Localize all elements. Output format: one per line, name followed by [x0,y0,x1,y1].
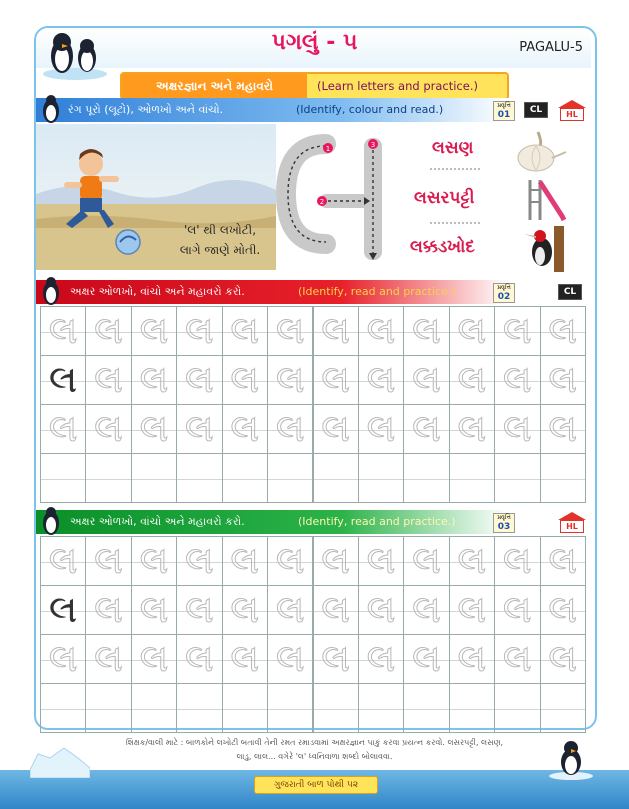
tracing-cell[interactable] [222,355,268,405]
tracing-cell[interactable] [449,306,495,356]
tracing-cell[interactable] [131,355,177,405]
trace-letter: લ [48,539,78,583]
section-subtitle [120,72,509,100]
activity2-instruction: અક્ષર ઓળખો, વાંચો અને મહાવરો કરો. [70,285,245,298]
tracing-cell[interactable] [494,683,540,733]
badge-number: 02 [497,292,511,302]
activity1-badge [493,101,515,121]
tracing-cell[interactable] [267,683,313,733]
page-code: PAGALU-5 [519,40,583,55]
trace-letter: લ [185,588,214,632]
teacher-note-line-2: લાડુ, લાલ... વગેરે 'લ' ધ્વનિવાળા શબ્દો બોલાવવા. [236,752,393,761]
tracing-cell[interactable] [267,306,313,356]
trace-letter: લ [185,358,214,402]
trace-letter: લ [321,407,351,451]
trace-letter: લ [457,637,487,681]
trace-letter: લ [412,539,441,583]
tracing-cell[interactable] [540,683,586,733]
trace-letter: લ [139,358,169,402]
trace-letter: લ [412,588,441,632]
trace-letter: લ [548,358,578,402]
tracing-cell[interactable] [176,585,222,635]
practice-grid-2 [40,306,585,502]
trace-letter: લ [366,309,396,353]
tracing-cell[interactable] [449,634,495,684]
tracing-cell[interactable] [358,585,404,635]
tracing-cell[interactable] [40,536,86,586]
tracing-cell[interactable] [40,585,86,635]
tracing-cell[interactable] [494,404,540,454]
stroke-number-2: 2 [319,198,325,206]
trace-letter: લ [139,588,169,632]
trace-letter: લ [230,358,260,402]
trace-letter: લ [321,539,351,583]
trace-letter: લ [230,407,260,451]
tracing-cell[interactable] [267,404,313,454]
trace-letter: લ [366,637,396,681]
tracing-cell[interactable] [267,536,313,586]
tracing-cell[interactable] [540,453,586,503]
subtitle-gujarati: અક્ષરજ્ઞાન અને મહાવરો [122,74,307,98]
trace-letter: લ [366,358,396,402]
trace-letter: લ [502,358,532,402]
tracing-cell[interactable] [267,585,313,635]
trace-letter: લ [548,309,578,353]
trace-letter: લ [412,637,441,681]
activity3-english: (Identify, read and practice.) [298,515,456,528]
tracing-cell[interactable] [403,585,449,635]
activity1-bar [36,98,591,122]
rhyme-line-2: લાગે જાણે મોતી. [179,243,261,257]
activity2-bar [36,280,591,304]
tracing-cell[interactable] [85,453,131,503]
tracing-cell[interactable] [358,404,404,454]
trace-letter: લ [502,588,532,632]
trace-letter: લ [366,588,396,632]
tracing-cell[interactable] [222,634,268,684]
trace-letter: લ [275,588,305,632]
badge-label: પ્રવૃત્તિ [497,284,511,291]
subtitle-english: (Learn letters and practice.) [317,79,478,93]
tracing-cell[interactable] [176,683,222,733]
trace-letter: લ [139,309,169,353]
ice-floe-icon [30,744,90,778]
tracing-cell[interactable] [494,536,540,586]
tracing-cell[interactable] [403,634,449,684]
tracing-cell[interactable] [222,404,268,454]
tracing-cell[interactable] [449,683,495,733]
tracing-cell[interactable] [85,634,131,684]
trace-letter: લ [230,309,260,353]
badge-label: પ્રવૃત્તિ [497,514,511,521]
dotted-divider [430,222,480,224]
trace-letter: લ [139,637,169,681]
tracing-cell[interactable] [85,536,131,586]
tracing-cell[interactable] [85,404,131,454]
activity3-bar [36,510,591,534]
garlic-image [512,128,568,172]
hl-label: HL [560,108,584,121]
cl-badge: CL [558,284,582,300]
trace-letter: લ [412,407,441,451]
tracing-cell[interactable] [313,683,359,733]
tracing-cell[interactable] [85,683,131,733]
tracing-cell[interactable] [494,585,540,635]
tracing-cell[interactable] [267,634,313,684]
word-lasan: લસણ [432,138,474,158]
tracing-cell[interactable] [131,453,177,503]
tracing-cell[interactable] [449,585,495,635]
tracing-cell[interactable] [540,404,586,454]
trace-letter: લ [94,407,124,451]
tracing-cell[interactable] [313,355,359,405]
tracing-cell[interactable] [131,634,177,684]
tracing-cell[interactable] [403,453,449,503]
trace-letter: લ [48,309,78,353]
tracing-cell[interactable] [358,536,404,586]
tracing-cell[interactable] [540,536,586,586]
tracing-cell[interactable] [449,453,495,503]
tracing-cell[interactable] [403,536,449,586]
tracing-cell[interactable] [358,306,404,356]
trace-letter: લ [548,539,578,583]
tracing-cell[interactable] [40,453,86,503]
trace-letter: લ [48,358,78,402]
tracing-cell[interactable] [85,306,131,356]
tracing-cell[interactable] [222,306,268,356]
trace-letter: લ [321,358,351,402]
tracing-cell[interactable] [358,634,404,684]
trace-letter: લ [457,309,487,353]
tracing-cell[interactable] [176,306,222,356]
tracing-cell[interactable] [449,404,495,454]
page-title: પગલું - ૫ [271,30,358,55]
trace-letter: લ [502,309,532,353]
tracing-cell[interactable] [40,404,86,454]
tracing-cell[interactable] [176,536,222,586]
tracing-cell[interactable] [403,683,449,733]
tracing-cell[interactable] [267,453,313,503]
hl-house-icon [558,512,586,532]
tracing-cell[interactable] [403,306,449,356]
trace-letter: લ [321,637,351,681]
trace-letter: લ [185,637,214,681]
tracing-cell[interactable] [358,683,404,733]
trace-letter: લ [48,407,78,451]
trace-letter: લ [230,588,260,632]
stroke-number-3: 3 [370,141,376,149]
trace-letter: લ [139,539,169,583]
word-lakkadkhod: લક્કડખોદ [410,237,475,257]
cl-badge: CL [524,102,548,118]
trace-letter: લ [275,539,305,583]
trace-letter: લ [548,407,578,451]
rhyme-line-1: 'લ' થી લખોટી, [183,223,257,237]
penguin-icon [546,738,596,780]
trace-letter: લ [94,539,124,583]
tracing-cell[interactable] [131,306,177,356]
tracing-cell[interactable] [540,355,586,405]
tracing-cell[interactable] [222,683,268,733]
tracing-cell[interactable] [40,683,86,733]
tracing-cell[interactable] [40,355,86,405]
badge-number: 03 [497,522,511,532]
activity2-badge [493,283,515,303]
penguin-small-icon [38,506,64,536]
trace-letter: લ [548,588,578,632]
trace-letter: લ [48,637,78,681]
penguin-small-icon [38,276,64,306]
trace-letter: લ [230,637,260,681]
trace-letter: લ [321,588,351,632]
trace-letter: લ [321,309,351,353]
trace-letter: લ [412,358,441,402]
badge-label: પ્રવૃત્તિ [497,102,511,109]
teacher-note-line-1: શિક્ષક/વાલી માટે : બાળકોને લખોટી બતાવી તેની રમત રમાડવામાં અક્ષરજ્ઞાન પાકું કરવા પ્રયત્ન કરવો. લસરપટ્ટી, લસણ, [125,738,504,747]
trace-letter: લ [457,539,487,583]
tracing-cell[interactable] [358,355,404,405]
trace-letter: લ [94,358,124,402]
tracing-cell[interactable] [176,634,222,684]
trace-letter: લ [275,358,305,402]
trace-letter: લ [502,407,532,451]
trace-letter: લ [502,637,532,681]
tracing-cell[interactable] [358,453,404,503]
trace-letter: લ [412,309,441,353]
badge-number: 01 [497,110,511,120]
trace-letter: લ [185,309,214,353]
trace-letter: લ [230,539,260,583]
tracing-cell[interactable] [313,585,359,635]
tracing-cell[interactable] [176,453,222,503]
trace-letter: લ [94,637,124,681]
tracing-cell[interactable] [222,453,268,503]
trace-letter: લ [185,407,214,451]
tracing-cell[interactable] [131,585,177,635]
tracing-cell[interactable] [222,585,268,635]
tracing-cell[interactable] [313,634,359,684]
tracing-cell[interactable] [449,536,495,586]
trace-letter: લ [548,637,578,681]
tracing-cell[interactable] [494,306,540,356]
tracing-cell[interactable] [403,404,449,454]
tracing-cell[interactable] [40,634,86,684]
slide-image [520,176,566,222]
trace-letter: લ [185,539,214,583]
tracing-cell[interactable] [403,355,449,405]
tracing-cell[interactable] [313,404,359,454]
tracing-cell[interactable] [222,536,268,586]
trace-letter: લ [139,407,169,451]
dotted-divider [430,168,480,170]
tracing-cell[interactable] [176,355,222,405]
woodpecker-image [522,226,568,272]
trace-letter: લ [275,407,305,451]
trace-letter: લ [94,588,124,632]
tracing-cell[interactable] [494,634,540,684]
tracing-cell[interactable] [131,404,177,454]
tracing-cell[interactable] [40,306,86,356]
trace-letter: લ [457,358,487,402]
activity2-english: (Identify, read and practice.) [298,285,456,298]
trace-letter: લ [94,309,124,353]
stroke-number-1: 1 [325,145,331,153]
trace-letter: લ [275,309,305,353]
book-label: ગુજરાતી બાળ પોથી ૫૨ [254,776,378,794]
tracing-cell[interactable] [494,355,540,405]
trace-letter: લ [457,407,487,451]
penguin-small-icon [38,94,64,124]
tracing-cell[interactable] [85,355,131,405]
tracing-cell[interactable] [176,404,222,454]
tracing-cell[interactable] [313,306,359,356]
tracing-cell[interactable] [131,683,177,733]
trace-letter: લ [48,588,78,632]
hl-house-icon [558,100,586,120]
activity1-english: (Identify, colour and read.) [296,103,444,116]
trace-letter: લ [366,407,396,451]
trace-letter: લ [366,539,396,583]
tracing-cell[interactable] [313,453,359,503]
hl-label: HL [560,520,584,533]
trace-letter: લ [457,588,487,632]
tracing-cell[interactable] [313,536,359,586]
trace-letter: લ [502,539,532,583]
rhyme-text [160,220,280,260]
tracing-cell[interactable] [85,585,131,635]
tracing-cell[interactable] [540,634,586,684]
tracing-cell[interactable] [540,585,586,635]
tracing-cell[interactable] [494,453,540,503]
trace-letter: લ [275,637,305,681]
practice-grid-3 [40,536,585,732]
activity3-badge [493,513,515,533]
tracing-cell[interactable] [267,355,313,405]
activity3-instruction: અક્ષર ઓળખો, વાંચો અને મહાવરો કરો. [70,515,245,528]
activity1-instruction: રંગ પૂરો (લૂટો), ઓળખો અને વાંચો. [68,103,224,116]
word-lasarpatti: લસરપટ્ટી [414,188,475,208]
tracing-cell[interactable] [540,306,586,356]
tracing-cell[interactable] [131,536,177,586]
tracing-cell[interactable] [449,355,495,405]
letter-la-tracing-guide [276,124,416,270]
